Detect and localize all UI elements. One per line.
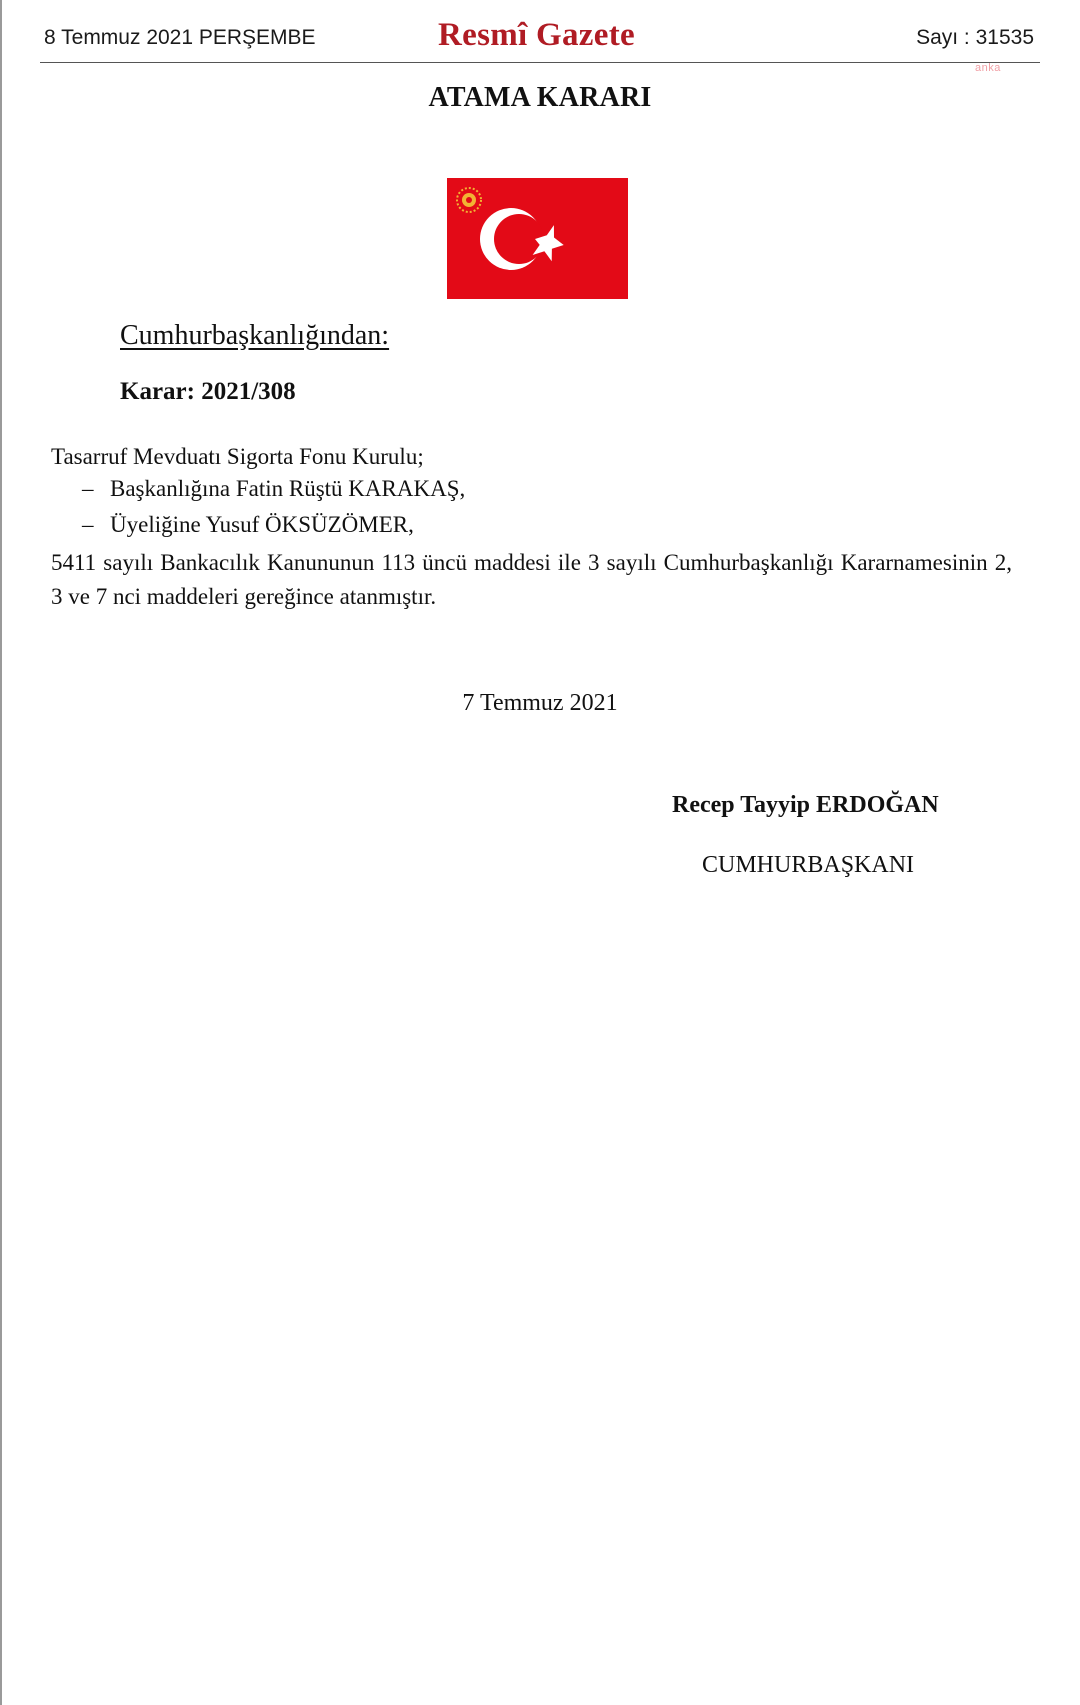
page-edge	[0, 0, 2, 1705]
document-title: ATAMA KARARI	[428, 82, 652, 113]
appointment-text: Başkanlığına Fatin Rüştü KARAKAŞ,	[110, 476, 466, 501]
turkish-flag-emblem-icon	[447, 178, 628, 299]
gazette-masthead: Resmî Gazete	[438, 17, 635, 53]
gazette-header	[40, 18, 1040, 62]
decision-date: 7 Temmuz 2021	[462, 690, 618, 716]
list-dash: –	[82, 476, 94, 501]
list-dash: –	[82, 512, 94, 537]
decree-number: Karar: 2021/308	[120, 378, 296, 405]
intro-line: Tasarruf Mevduatı Sigorta Fonu Kurulu;	[51, 444, 424, 469]
appointment-item	[82, 512, 414, 538]
issuing-authority: Cumhurbaşkanlığından:	[120, 320, 390, 351]
signatory-title: CUMHURBAŞKANI	[702, 852, 915, 878]
source-watermark: anka	[975, 62, 1001, 74]
legal-basis-paragraph: 5411 sayılı Bankacılık Kanununun 113 üncü maddesi ile 3 sayılı Cumhurbaşkanlığı Kararnamesinin 2, 3 ve 7 nci maddeleri gereğince atanmıştır.	[51, 550, 1012, 609]
appointment-text: Üyeliğine Yusuf ÖKSÜZÖMER,	[110, 512, 414, 537]
header-divider	[40, 62, 1040, 63]
issue-number: Sayı : 31535	[916, 26, 1034, 49]
appointment-item	[82, 476, 465, 502]
signatory-name: Recep Tayyip ERDOĞAN	[672, 792, 939, 818]
header-date: 8 Temmuz 2021 PERŞEMBE	[44, 26, 316, 49]
